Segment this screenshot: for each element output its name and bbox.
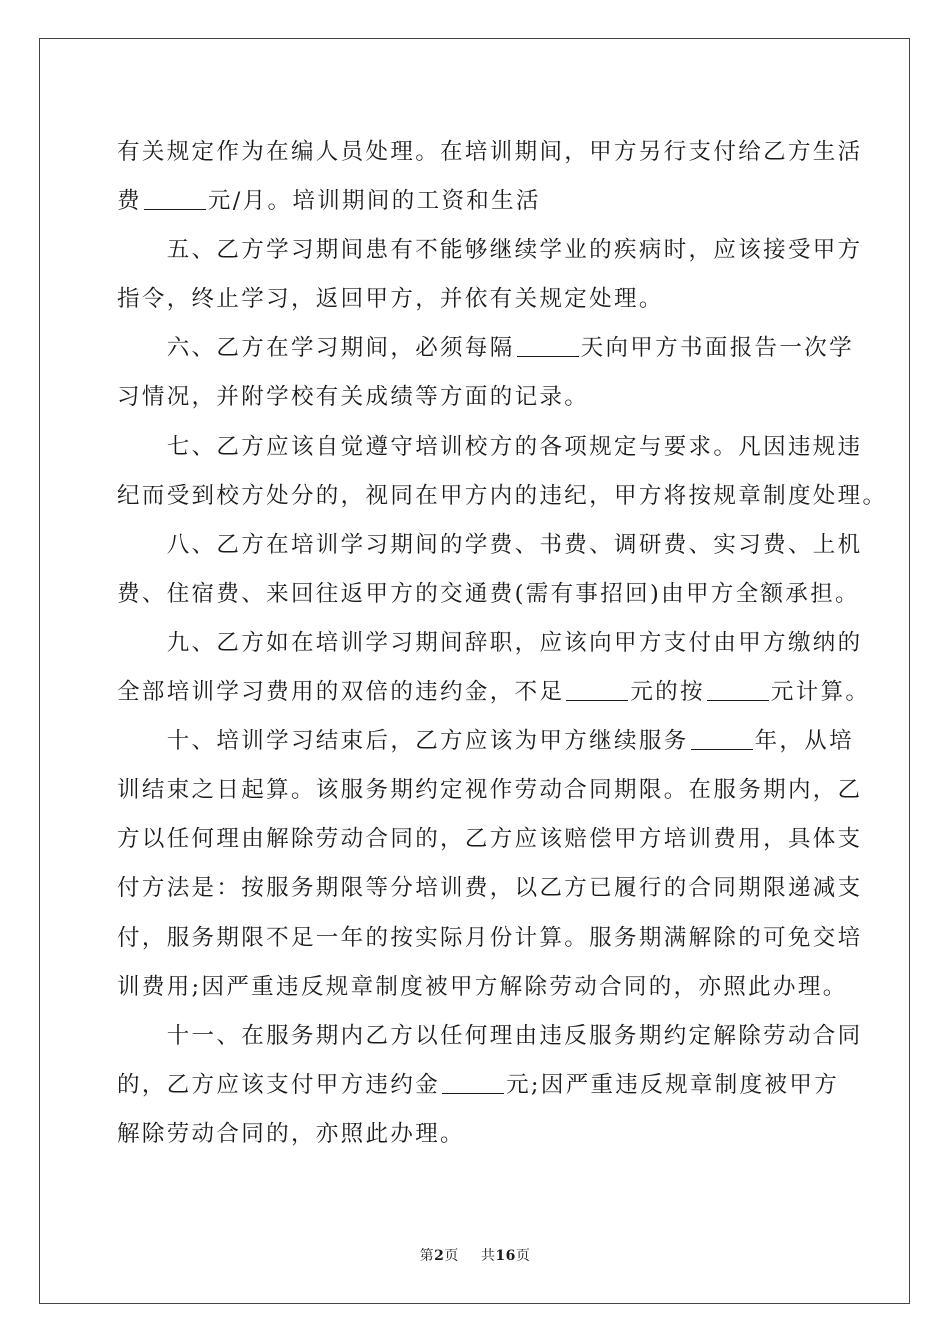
footer-total-prefix: 共 <box>480 1248 496 1264</box>
text-segment: 天向甲方书面报告一次学 <box>580 335 854 362</box>
page-footer <box>0 1245 950 1265</box>
fill-in-blank <box>707 680 769 701</box>
text-line <box>117 177 845 226</box>
text-segment: 年，从培 <box>754 728 854 755</box>
text-segment: 十、培训学习结束后，乙方应该为甲方继续服务 <box>117 728 689 755</box>
text-line: 八、乙方在培训学习期间的学费、书费、调研费、实习费、上机 <box>117 531 863 558</box>
text-line: 解除劳动合同的，亦照此办理。 <box>117 1120 465 1147</box>
text-line: 五、乙方学习期间患有不能够继续学业的疾病时，应该接受甲方 <box>117 237 863 264</box>
text-line: 训费用;因严重违反规章制度被甲方解除劳动合同的，亦照此办理。 <box>117 973 848 1000</box>
fill-in-blank <box>442 1073 504 1094</box>
document-body <box>117 128 888 1159</box>
footer-page-suffix: 页 <box>444 1248 459 1264</box>
footer-total-suffix: 页 <box>515 1248 531 1264</box>
footer-prefix: 第 <box>419 1248 435 1264</box>
text-line: 指令，终止学习，返回甲方，并依有关规定处理。 <box>117 286 664 313</box>
text-line: 七、乙方应该自觉遵守培训校方的各项规定与要求。凡因违规违 <box>117 433 863 460</box>
text-line <box>117 717 854 766</box>
fill-in-blank <box>566 680 628 701</box>
text-segment: 元/月。培训期间的工资和生活 <box>207 188 541 215</box>
text-line <box>117 668 871 717</box>
text-line: 方以任何理由解除劳动合同的，乙方应该赔偿甲方培训费用，具体支 <box>117 826 863 853</box>
fill-in-blank <box>144 189 206 210</box>
text-line: 有关规定作为在编人员处理。在培训期间，甲方另行支付给乙方生活 <box>117 139 863 165</box>
text-segment: 全部培训学习费用的双倍的违约金，不足 <box>117 679 565 706</box>
current-page-number: 2 <box>434 1248 445 1264</box>
text-line: 纪而受到校方处分的，视同在甲方内的违纪，甲方将按规章制度处理。 <box>117 482 888 509</box>
text-segment: 元计算。 <box>770 679 871 706</box>
text-segment: 元;因严重违反规章制度被甲方 <box>506 1071 840 1098</box>
text-line: 训结束之日起算。该服务期约定视作劳动合同期限。在服务期内，乙 <box>117 777 863 804</box>
fill-in-blank <box>691 729 753 750</box>
text-line: 付，服务期限不足一年的按实际月份计算。服务期满解除的可免交培 <box>117 924 863 951</box>
text-line <box>117 324 854 373</box>
text-segment: 的，乙方应该支付甲方违约金 <box>117 1071 441 1098</box>
text-line: 费、住宿费、来回往返甲方的交通费(需有事招回)由甲方全额承担。 <box>117 580 860 607</box>
text-segment: 费 <box>117 188 142 215</box>
text-line: 习情况，并附学校有关成绩等方面的记录。 <box>117 384 590 411</box>
text-line: 十一、在服务期内乙方以任何理由违反服务期约定解除劳动合同 <box>117 1022 863 1049</box>
text-segment: 六、乙方在学习期间，必须每隔 <box>117 335 515 362</box>
total-pages-number: 16 <box>495 1248 516 1264</box>
text-segment: 元的按 <box>630 679 705 706</box>
fill-in-blank <box>517 336 579 357</box>
text-line: 付方法是：按服务期限等分培训费，以乙方已履行的合同期限递减支 <box>117 875 863 902</box>
text-line: 九、乙方如在培训学习期间辞职，应该向甲方支付由甲方缴纳的 <box>117 629 863 656</box>
text-line <box>117 1061 845 1110</box>
